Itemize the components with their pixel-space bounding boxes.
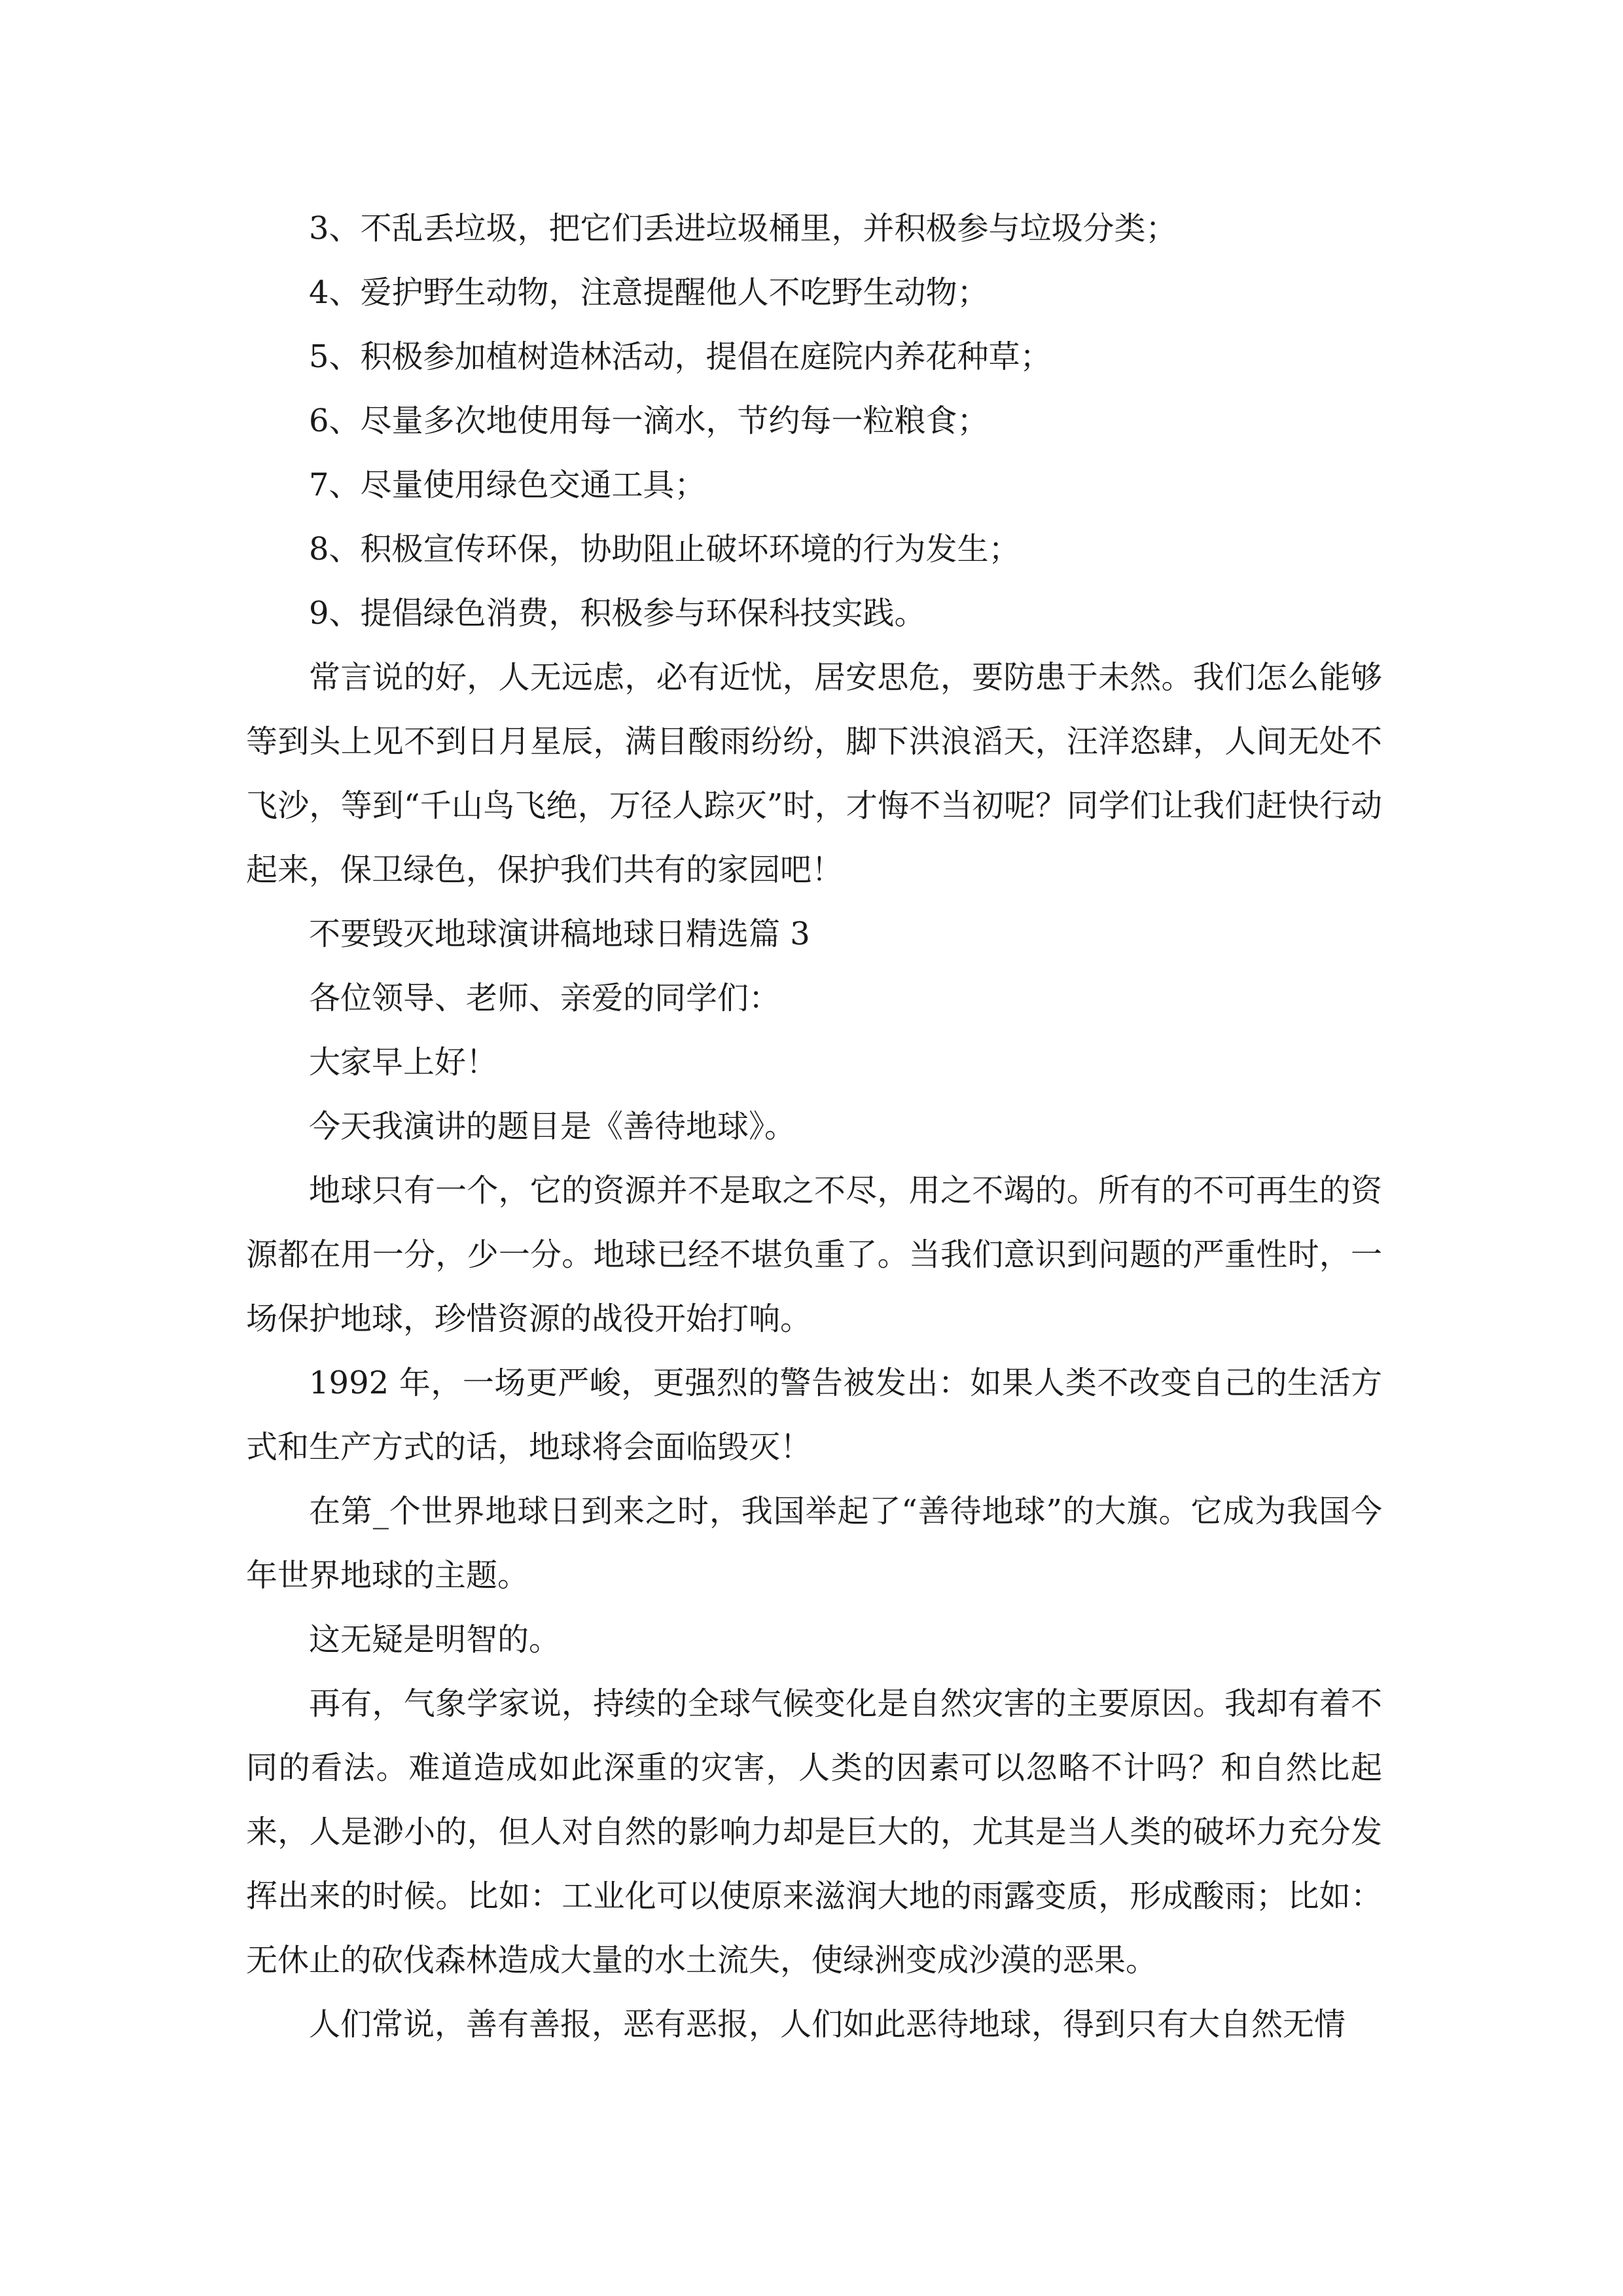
list-item-4: 4、爱护野生动物，注意提醒他人不吃野生动物； bbox=[309, 274, 989, 311]
salutation: 各位领导、老师、亲爱的同学们： bbox=[309, 980, 781, 1016]
list-item-3: 3、不乱丢垃圾，把它们丢进垃圾桶里，并积极参与垃圾分类； bbox=[309, 210, 1177, 247]
topic-line: 今天我演讲的题目是《善待地球》。 bbox=[309, 1108, 796, 1145]
list-item-7: 7、尽量使用绿色交通工具； bbox=[309, 467, 706, 503]
list-item-8: 8、积极宣传环保，协助阻止破坏环境的行为发生； bbox=[309, 531, 1020, 567]
list-item-5: 5、积极参加植树造林活动，提倡在庭院内养花种草； bbox=[309, 338, 1052, 375]
list-item-6: 6、尽量多次地使用每一滴水，节约每一粒粮食； bbox=[309, 403, 989, 439]
greeting: 大家早上好！ bbox=[309, 1044, 498, 1081]
paragraph-1992-warning: 1992 年，一场更严峻，更强烈的警告被发出：如果人类不改变自己的生活方式和生产方式的话，地球将会面临毁灭！ bbox=[246, 1365, 1382, 1465]
paragraph-resources: 地球只有一个，它的资源并不是取之不尽，用之不竭的。所有的不可再生的资源都在用一分，少一分。地球已经不堪负重了。当我们意识到问题的严重性时，一场保护地球，珍惜资源的战役开始打响。 bbox=[246, 1172, 1382, 1337]
paragraph-karma: 人们常说，善有善报，恶有恶报，人们如此恶待地球，得到只有大自然无情 bbox=[309, 2006, 1346, 2043]
paragraph-earth-day: 在第_个世界地球日到来之时，我国举起了“善待地球”的大旗。它成为我国今年世界地球的主题。 bbox=[246, 1493, 1382, 1594]
document-body bbox=[246, 196, 1382, 2056]
section-title: 不要毁灭地球演讲稿地球日精选篇 3 bbox=[309, 916, 810, 952]
paragraph-proverb: 常言说的好，人无远虑，必有近忧，居安思危，要防患于未然。我们怎么能够等到头上见不到日月星辰，满目酸雨纷纷，脚下洪浪滔天，汪洋恣肆，人间无处不飞沙，等到“千山鸟飞绝，万径人踪灭”时，才悔不当初呢？同学们让我们赶快行动起来，保卫绿色，保护我们共有的家园吧！ bbox=[246, 659, 1382, 888]
paragraph-wise: 这无疑是明智的。 bbox=[309, 1621, 561, 1658]
list-item-9: 9、提倡绿色消费，积极参与环保科技实践。 bbox=[309, 595, 926, 632]
paragraph-climate: 再有，气象学家说，持续的全球气候变化是自然灾害的主要原因。我却有着不同的看法。难道造成如此深重的灾害，人类的因素可以忽略不计吗？和自然比起来，人是渺小的，但人对自然的影响力却是巨大的，尤其是当人类的破坏力充分发挥出来的时候。比如：工业化可以使原来滋润大地的雨露变质，形成酸雨；比如：无休止的砍伐森林造成大量的水土流失，使绿洲变成沙漠的恶果。 bbox=[246, 1685, 1382, 1979]
